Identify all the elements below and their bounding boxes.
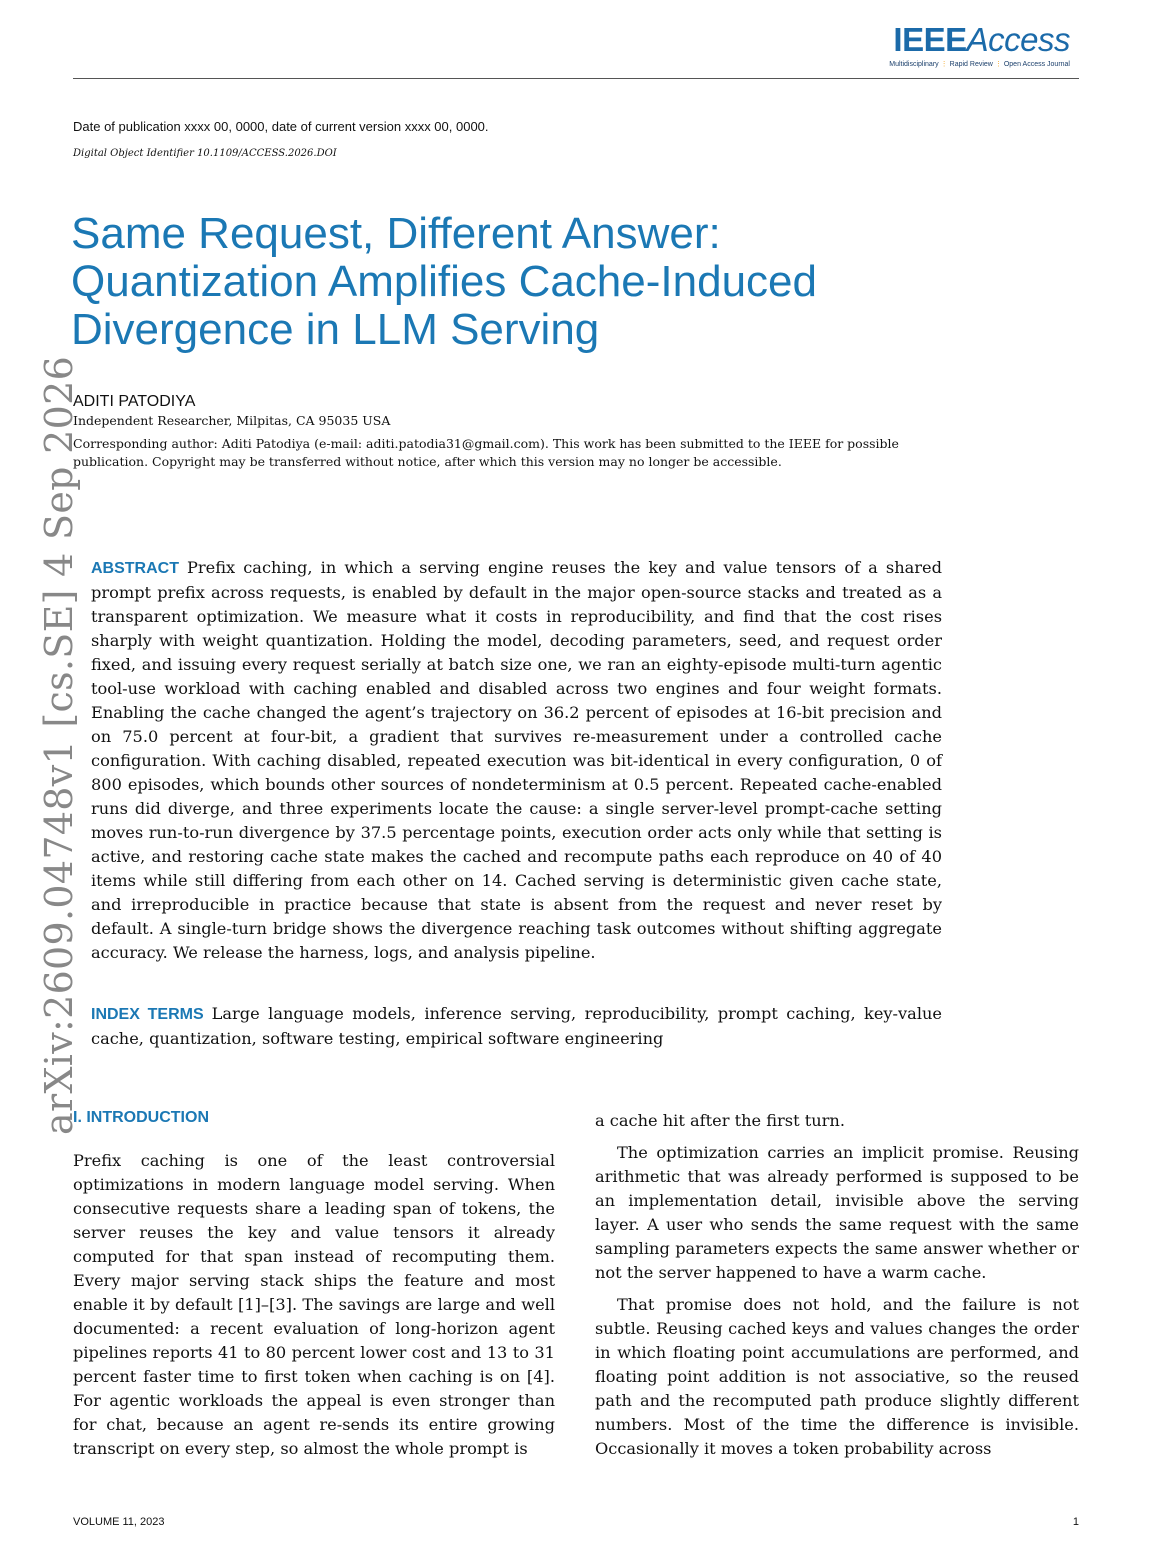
header-rule [73,78,1079,79]
footer-page-number: 1 [1072,1516,1079,1528]
abstract [91,556,942,965]
journal-logo [889,22,1070,68]
abstract-text: Prefix caching, in which a serving engine reuses the key and value tensors of a shared prompt prefix across requests, is enabled by default in the major open-source stacks and treated as a transparent optimization. We measure what it costs in reproducibility, and find that the cost rises sharply with weight quantization. Holding the model, decoding parameters, seed, and request order fixed, and issuing every request serially at batch size one, we ran an eighty-episode multi-turn agentic tool-use workload with caching enabled and disabled across two engines and four weight formats. Enabling the cache changed the agent’s trajectory on 36.2 percent of episodes at 16-bit precision and on 75.0 percent at four-bit, a gradient that survives re-measurement under a controlled cache configuration. With caching disabled, repeated execution was bit-identical in every configuration, 0 of 800 episodes, which bounds other sources of nondeterminism at 0.5 percent. Repeated cache-enabled runs did diverge, and three experiments locate the cause: a single server-level prompt-cache setting moves run-to-run divergence by 37.5 percentage points, execution order acts only while that setting is active, and restoring cache state makes the cached and recompute paths each reproduce on 40 of 40 items while still differing from each other on 14. Cached serving is deterministic given cache state, and irreproducible in practice because that state is absent from the request and never reset by default. A single-turn bridge shows the divergence reaching task outcomes without shifting aggregate accuracy. We release the harness, logs, and analysis pipeline. [91,558,942,962]
logo-tagline: Multidisciplinary ⋮ Rapid Review ⋮ Open Access Journal [889,61,1070,68]
logo-access-text: Access [966,21,1070,58]
author-affiliation: Independent Researcher, Milpitas, CA 95035 USA [73,413,391,428]
paragraph: The optimization carries an implicit promise. Reusing arithmetic that was already performed is supposed to be an implementation detail, invisible above the serving layer. A user who sends the same request with the same sampling parameters expects the same answer whether or not the server happened to have a warm cache. [595,1143,1079,1282]
index-terms [91,1002,942,1051]
corresponding-author-note: Corresponding author: Aditi Patodiya (e-mail: aditi.patodia31@gmail.com). This work has been submitted to the IEEE for possible publication. Copyright may be transferred without notice, after which this version may no longer be accessible. [73,436,899,469]
paragraph: Prefix caching is one of the least controversial optimizations in modern language model serving. When consecutive requests share a leading span of tokens, the server reuses the key and value tensors it already computed for that span instead of recomputing them. Every major serving stack ships the feature and most enable it by default [1]–[3]. The savings are large and well documented: a recent evaluation of long-horizon agent pipelines reports 41 to 80 percent lower cost and 13 to 31 percent faster time to first token when caching is on [4]. For agentic workloads the appeal is even stronger than for chat, because an agent re-sends its entire growing transcript on every step, so almost the whole prompt is [73,1151,555,1458]
title-line: Same Request, Different Answer: [71,209,721,258]
paper-title [71,210,971,354]
index-terms-text: Large language models, inference serving, reproducibility, prompt caching, key-value cache, quantization, software testing, empirical software engineering [91,1004,943,1048]
title-line: Divergence in LLM Serving [71,305,600,354]
tagline-item: Rapid Review [949,61,993,68]
footer-volume: VOLUME 11, 2023 [73,1516,165,1528]
doi-line: Digital Object Identifier 10.1109/ACCESS.2026.DOI [73,148,337,159]
tagline-item: Open Access Journal [1003,61,1070,68]
abstract-label: ABSTRACT [91,560,179,577]
body-column-right [595,1109,1079,1461]
arxiv-watermark: arXiv:2609.04748v1 [cs.SE] 4 Sep 2026 [37,355,81,1135]
paragraph: That promise does not hold, and the failure is not subtle. Reusing cached keys and values changes the order in which floating point accumulations are performed, and floating point addition is not associative, so the reused path and the recomputed path produce slightly different numbers. Most of the time the difference is invisible. Occasionally it moves a token probability across [595,1295,1079,1458]
title-line: Quantization Amplifies Cache-Induced [71,257,817,306]
section-heading-introduction: I. INTRODUCTION [73,1109,209,1126]
logo-ieee-text: IEEE [893,21,967,58]
paragraph: a cache hit after the first turn. [595,1111,845,1130]
body-column-left [73,1149,555,1461]
author-name: ADITI PATODIYA [73,393,196,410]
tagline-item: Multidisciplinary [889,61,939,68]
publication-date: Date of publication xxxx 00, 0000, date of current version xxxx 00, 0000. [73,119,489,134]
index-terms-label: INDEX TERMS [91,1006,204,1023]
